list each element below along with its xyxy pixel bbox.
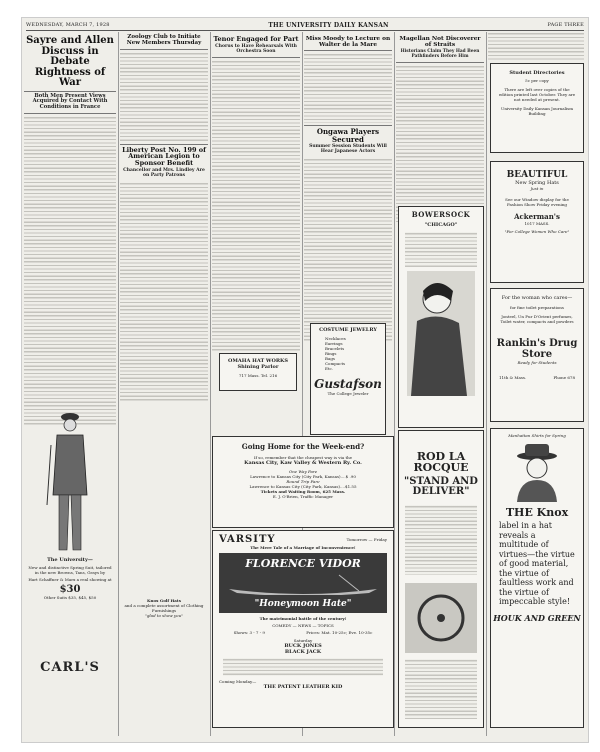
ackerman-address: 1017 MASS.: [524, 221, 550, 226]
rankins-drug-store-ad: [490, 288, 584, 422]
column-4-articles: [304, 32, 392, 342]
railway-line2: Kansas City, Kaw Valley & Western Ry. Co.: [244, 460, 362, 466]
knox-golf-hats-ad: [120, 598, 208, 648]
varsity-film: "Honeymoon Hate": [254, 599, 352, 609]
column-rule: [394, 32, 395, 736]
varsity-film-banner: [219, 553, 387, 613]
carls-ad-price: $30: [59, 584, 81, 595]
headline-ongawa: Ongawa Players Secured: [316, 127, 380, 144]
railway-line6: Lawrence to Kansas City (City Park, Kansas)....$1.55: [249, 484, 357, 489]
jewelry-item: Necklaces: [325, 336, 346, 341]
railway-line7: Tickets and Waiting Room, 625 Mass.: [260, 489, 346, 494]
article-body: [24, 116, 116, 427]
railway-line3: One Way Fare: [288, 469, 318, 474]
omaha-title: OMAHA HAT WORKS Shining Parlor: [228, 358, 288, 370]
rankins-contact: [499, 375, 575, 380]
varsity-header: [213, 531, 393, 545]
subhead-ongawa: Summer Session Students Will Hear Japanese Actors: [309, 143, 387, 154]
jewelry-title: COSTUME JEWELRY: [319, 327, 377, 333]
jewelry-tag: The College Jeweler: [327, 391, 369, 396]
newspaper-page: [22, 18, 588, 742]
golf-hats-line1: Knox Golf Hats: [146, 598, 182, 603]
column-1-article: [24, 32, 116, 427]
column-6-top-text: [488, 32, 584, 62]
masthead-page: PAGE THREE: [547, 22, 584, 28]
ackerman-tag: "For College Women Who Care": [504, 229, 570, 234]
column-3-article: [212, 32, 300, 352]
article-body: [396, 65, 484, 222]
subhead-sayre-allen: Both Men Present Views Acquired by Contact With Conditions in France: [32, 92, 108, 110]
film-still-illustration: [405, 583, 477, 653]
varsity-name: VARSITY: [219, 534, 276, 545]
masthead-date: WEDNESDAY, MARCH 7, 1928: [26, 22, 110, 28]
directories-text: There are left over copies of the edition printed last October. They are not needed at present.: [498, 87, 576, 102]
rod-name: ROD LA ROCQUE: [413, 450, 469, 474]
masthead-title: THE UNIVERSITY DAILY KANSAN: [268, 21, 389, 29]
jewelry-item: Bags: [325, 356, 335, 361]
column-rule: [210, 32, 211, 736]
knox-headline: THE Knox: [505, 506, 569, 519]
article-body: [304, 158, 392, 342]
varsity-showtimes: [213, 630, 393, 635]
man-with-hat-illustration: [507, 442, 567, 502]
carls-ad-line4: Other Suits $35, $45, $50: [43, 595, 97, 600]
ad-body-text: [405, 232, 477, 267]
directories-title: Student Directories: [509, 70, 565, 76]
carls-ad-line1: The University—: [47, 557, 93, 563]
headline-miss-moody: Miss Moody to Lecture on Walter de la Mare: [305, 36, 391, 49]
headline-sayre-allen: Sayre and Allen Discuss in Debate Rightness of War: [26, 35, 114, 88]
varsity-prices: Prices: Mat. 10-25c; Eve. 10-35c: [306, 630, 373, 635]
varsity-extras: COMEDY — NEWS — TOPICS: [272, 623, 334, 628]
jewelry-item-list: [311, 336, 385, 371]
rankins-line2: for fine toilet preparations: [510, 305, 564, 310]
railway-line4: Lawrence to Kansas City (City Park, Kansas)....$ .90: [250, 474, 356, 479]
subhead-liberty-post: Chancellor and Mrs. Lindley Are on Party Patrons: [123, 167, 205, 178]
masthead: [26, 20, 584, 31]
varsity-coming: Coming Monday—: [219, 679, 257, 684]
article-body: [304, 53, 392, 123]
carls-ad-line2: New and distinctive Spring Suit, tailored in the new Browns, Tans, Grays by: [28, 565, 112, 575]
jewelry-item: Etc.: [325, 366, 334, 371]
man-in-suit-illustration: [45, 405, 95, 555]
ackermans-hats-ad: [490, 161, 584, 283]
rankins-address: 11th & Mass.: [499, 375, 527, 380]
headline-zoology-club: Zoology Club to Initiate New Members Thursday: [126, 34, 202, 46]
directories-price: 5c per copy: [525, 78, 549, 83]
rankins-phone: Phone 678: [553, 375, 575, 380]
carls-logo: CARL'S: [40, 660, 100, 675]
headline-tenor: Tenor Engaged for Part: [213, 35, 299, 43]
varsity-buck-film: BLACK JACK: [284, 649, 322, 655]
ad-body-text: [405, 505, 477, 575]
gustafson-logo: Gustafson: [314, 377, 382, 391]
subhead-magellan: Historians Claim They Had Been Pathfinders Before Him: [400, 49, 480, 59]
article-body: [488, 32, 584, 60]
varsity-star: FLORENCE VIDOR: [245, 557, 361, 570]
ackerman-name: Ackerman's: [514, 212, 560, 221]
railway-title: Going Home for the Week-end?: [241, 442, 365, 451]
omaha-hat-works-ad: [219, 353, 297, 391]
varsity-theatre-ad: [212, 530, 394, 728]
article-body: [120, 52, 208, 142]
rankins-line3: Jonteel, Un Pur D'Orient perfumes, Toilet water, compacts and powders: [500, 314, 574, 324]
jewelry-item: Compacts: [325, 361, 346, 366]
railway-line5: Round Trip Fare: [286, 479, 320, 484]
gustafson-jewelry-ad: [310, 323, 386, 435]
rankins-name: Rankin's Drug Store: [496, 338, 578, 360]
omaha-line: 717 Mass. Tel. 216: [238, 373, 278, 378]
varsity-saturday: Saturday: [293, 638, 313, 643]
carls-ad-line3: Hart Schaffner & Marx a real showing at: [28, 577, 112, 582]
varsity-next: THE PATENT LEATHER KID: [263, 684, 343, 690]
directories-sign: University Daily Kansan Journalism Building: [500, 106, 574, 116]
houk-and-green-knox-ad: [490, 428, 584, 728]
houk-green-logo: HOUK AND GREEN: [493, 612, 581, 623]
carls-clothing-ad: [24, 403, 116, 728]
article-body: [120, 182, 208, 402]
headline-liberty-post: Liberty Post No. 199 of American Legion to Sponsor Benefit: [122, 145, 206, 168]
railway-line1: If so, remember that the cheapest way is via the: [253, 455, 353, 460]
ad-body-text: [223, 658, 383, 676]
jewelry-item: Earrings: [325, 341, 343, 346]
subhead-tenor: Chorus to Have Rehearsals With Orchestra Soon: [215, 43, 297, 54]
varsity-tagline: The matrimonial battle of the century!: [259, 616, 347, 621]
jewelry-item: Rings: [325, 351, 337, 356]
headline-magellan: Magellan Not Discoverer of Straits: [399, 36, 481, 49]
gondola-icon: [219, 573, 387, 595]
ackerman-title: BEAUTIFUL: [506, 170, 568, 180]
bowersock-name: BOWERSOCK: [411, 210, 471, 219]
railway-line8: E. J. O'Brien, Traffic Manager: [272, 494, 334, 499]
actress-illustration: [407, 271, 475, 396]
ackerman-line3: Just in: [530, 186, 544, 191]
varsity-buck: BUCK JONES: [284, 643, 322, 649]
student-directories-ad: [490, 63, 584, 153]
ad-body-text: [405, 659, 477, 719]
varsity-shows: Shows: 3 - 7 - 9: [233, 630, 265, 635]
bowersock-theatre-ad: [398, 206, 484, 428]
ackerman-line2: New Spring Hats: [515, 180, 559, 186]
varsity-line1: Tomorrow — Friday: [346, 537, 387, 542]
knox-top: Manhattan Shirts for Spring: [508, 433, 566, 438]
rod-film: "STAND AND DELIVER": [404, 476, 478, 497]
golf-hats-line2: and a complete assortment of Clothing Furnishings: [124, 603, 204, 613]
knox-copy: label in a hat reveals a multitude of virtues—the virtue of good material, the virtue of faultless work and the virtue of impeccable style!: [499, 521, 575, 606]
jewelry-item: Bracelets: [325, 346, 345, 351]
article-body: [212, 60, 300, 352]
column-rule: [118, 32, 119, 736]
rankins-sub: Ready for Students: [517, 360, 557, 365]
kaw-valley-railway-ad: [212, 436, 394, 528]
golf-hats-line3: "glad to show you": [145, 613, 183, 618]
column-2-articles: [120, 32, 208, 412]
column-rule: [486, 32, 487, 736]
ackerman-line4: See our Window display for the Fashion Show Friday evening: [505, 197, 569, 207]
rankins-line1: For the woman who cares—: [501, 295, 573, 301]
varsity-line2: The Mere Tale of a Marriage of Inconvenience!: [250, 545, 356, 550]
rod-la-rocque-ad: [398, 430, 484, 728]
column-5-article: [396, 32, 484, 222]
bowersock-show: "CHICAGO": [424, 222, 458, 228]
